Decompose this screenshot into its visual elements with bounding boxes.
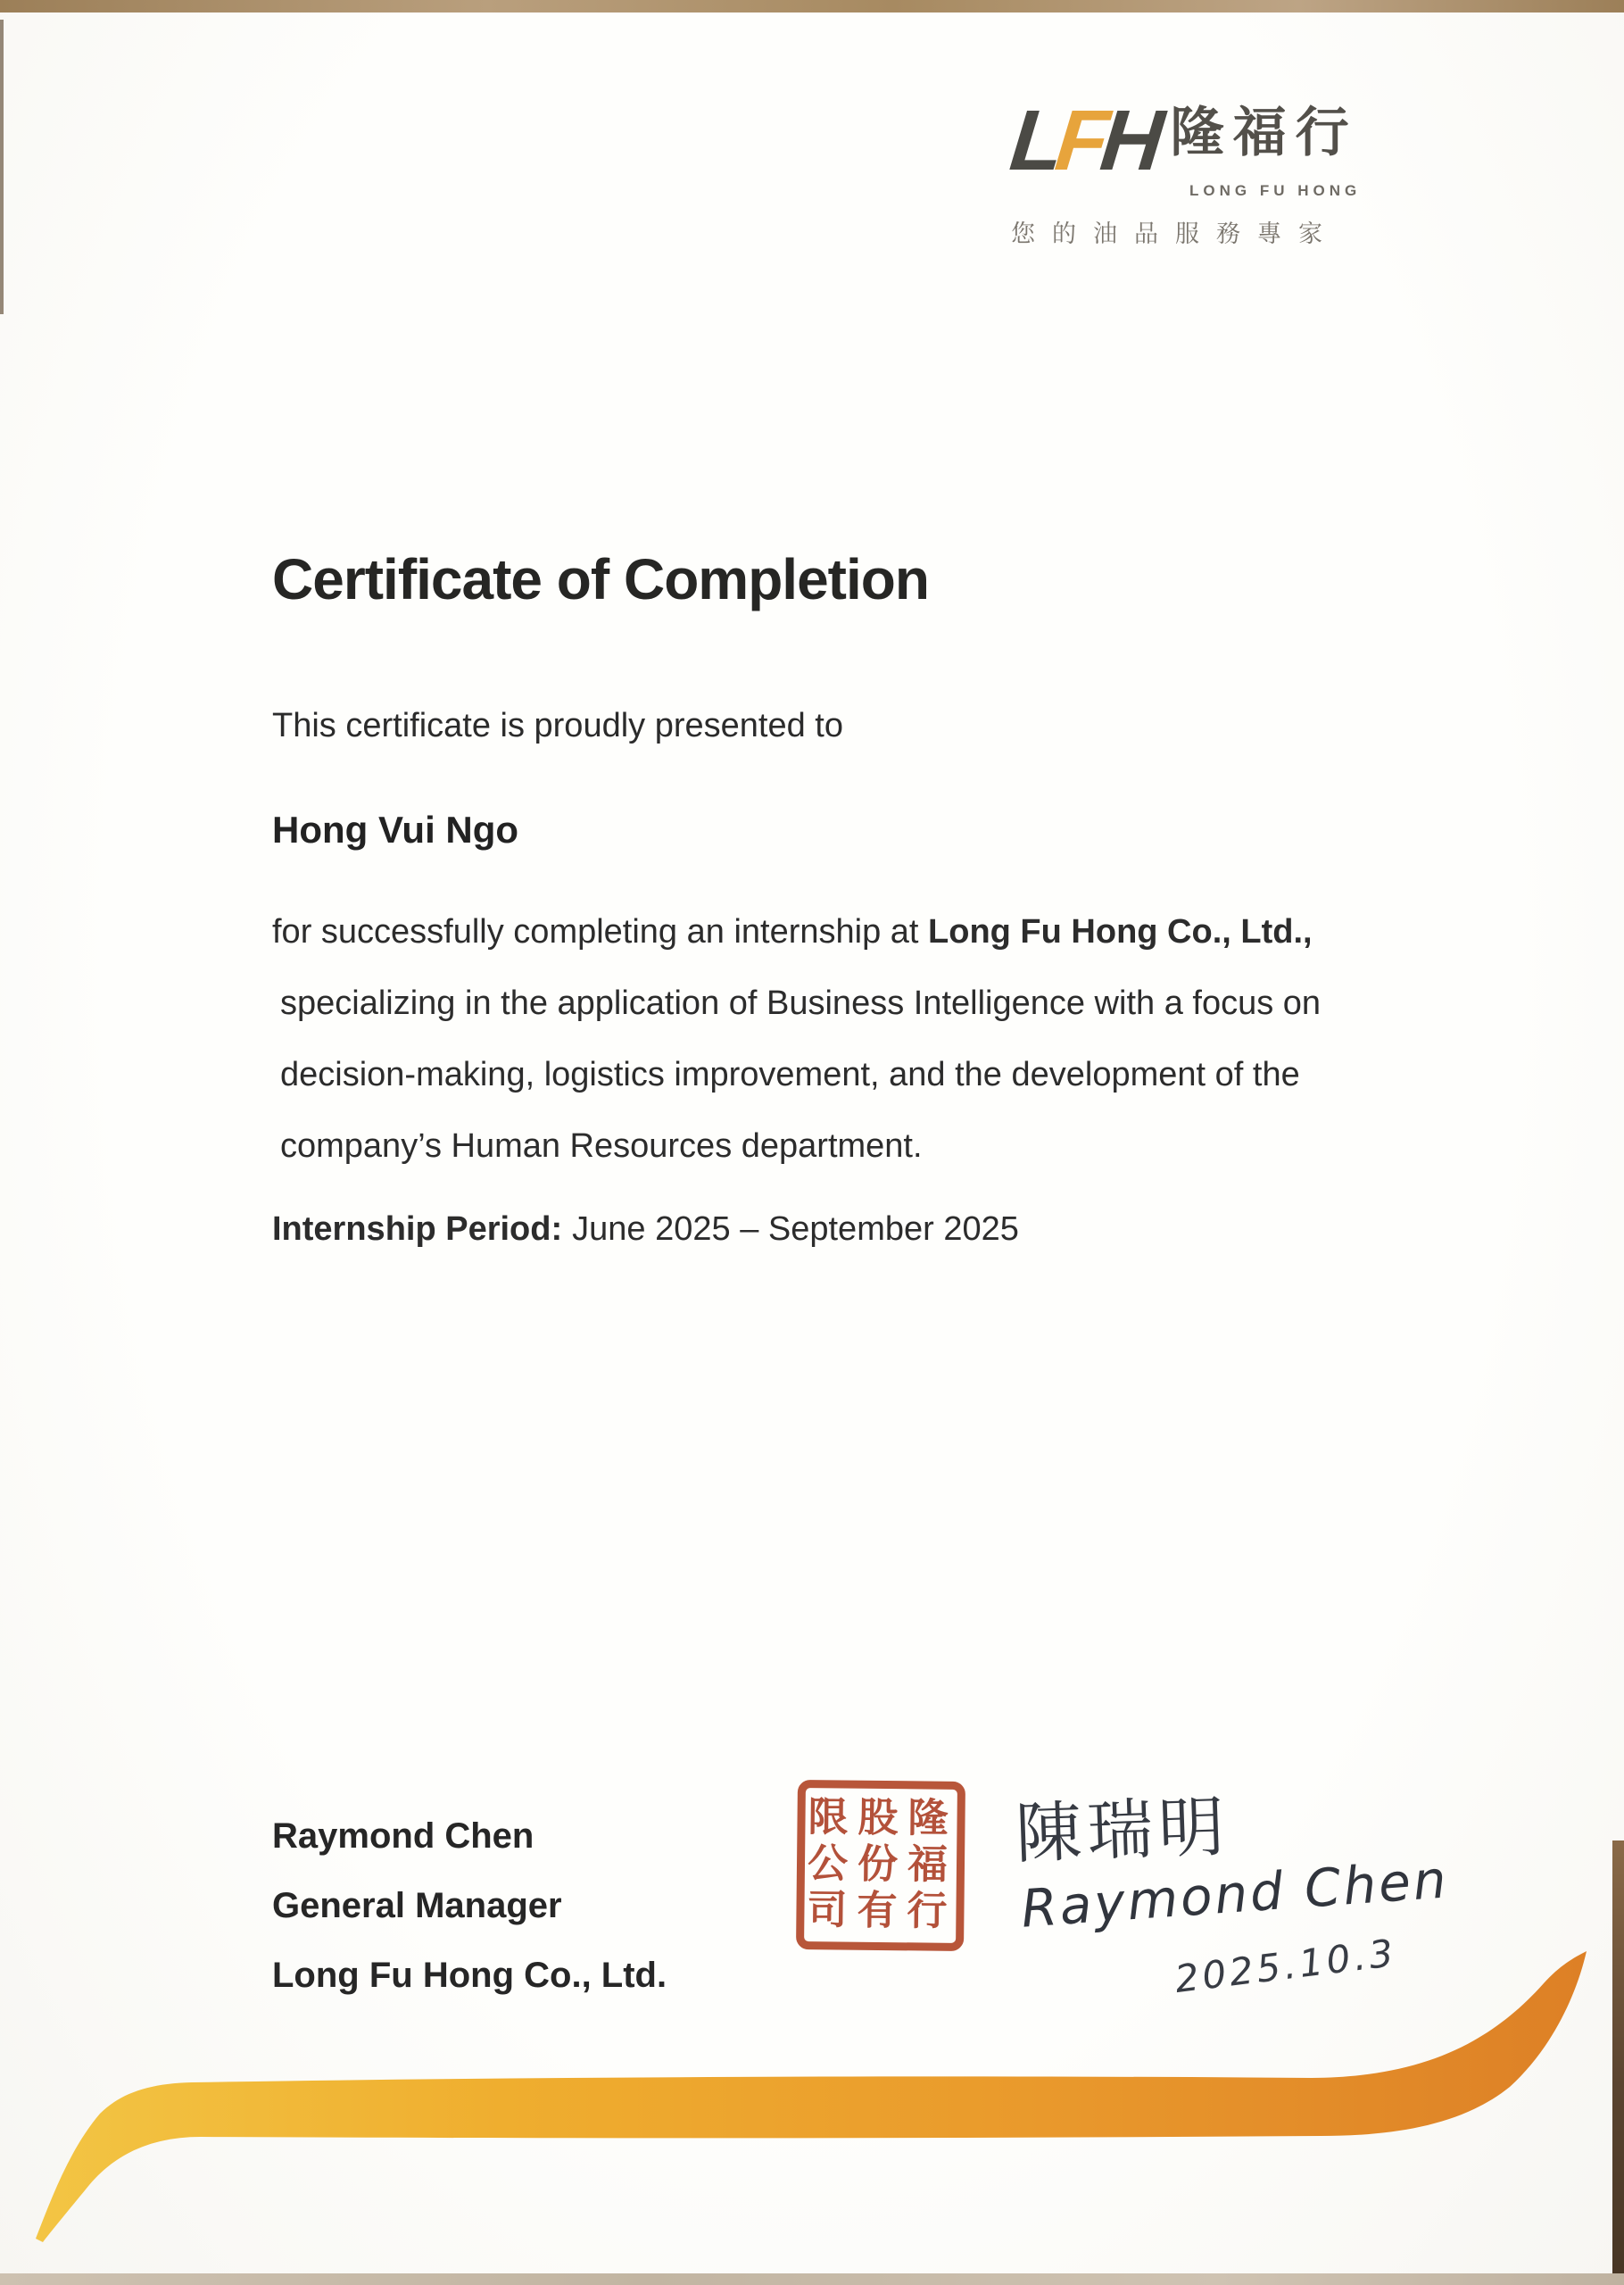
body-line-4: company’s Human Resources department.: [280, 1127, 923, 1165]
handwritten-latin-signature: Raymond Chen: [1019, 1849, 1451, 1940]
certificate-body: [272, 896, 1322, 1182]
logo-row: [1006, 93, 1358, 188]
body-line-1-text: for successfully completing an internship at: [272, 913, 929, 951]
internship-period-value: June 2025 – September 2025: [572, 1210, 1019, 1248]
body-line-1: [272, 896, 1313, 968]
signatory-company: Long Fu Hong Co., Ltd.: [272, 1956, 667, 1995]
company-logo: [1006, 93, 1362, 249]
photo-edge-right: [1612, 1840, 1624, 2285]
internship-period-line: [272, 1210, 1019, 1249]
body-line-3: decision-making, logistics improvement, and the development of the: [280, 1056, 1300, 1093]
photo-edge-bottom: [0, 2273, 1624, 2285]
body-line-1-company-bold: Long Fu Hong Co., Ltd.,: [928, 913, 1313, 951]
signatory-name: Raymond Chen: [272, 1816, 534, 1856]
body-line-2: specializing in the application of Business Intelligence with a focus on: [280, 985, 1322, 1022]
logo-chinese-name: 隆福行: [1170, 103, 1358, 162]
company-seal-stamp: 隆福行股份有限公司: [796, 1780, 965, 1951]
handwritten-date: 2025.10.3: [1172, 1930, 1399, 2002]
logo-monogram-lfh-icon: [1006, 93, 1162, 188]
logo-letter-f: F: [1051, 93, 1106, 188]
certificate-title: Certificate of Completion: [272, 547, 929, 611]
logo-letter-l: L: [1006, 93, 1062, 188]
photo-edge-left: [0, 20, 4, 314]
recipient-name: Hong Vui Ngo: [272, 809, 519, 851]
internship-period-label: Internship Period:: [272, 1210, 563, 1248]
signatory-title: General Manager: [272, 1886, 562, 1925]
logo-tagline: 您的油品服務專家: [1011, 220, 1339, 247]
presented-line: This certificate is proudly presented to: [272, 707, 843, 744]
handwritten-chinese-signature: 陳瑞明: [1014, 1788, 1231, 1874]
logo-letter-h: H: [1096, 93, 1162, 188]
logo-romanized-name: LONG FU HONG: [1189, 182, 1362, 199]
photo-edge-top: [0, 0, 1624, 12]
signatory-block: [272, 1801, 667, 2010]
